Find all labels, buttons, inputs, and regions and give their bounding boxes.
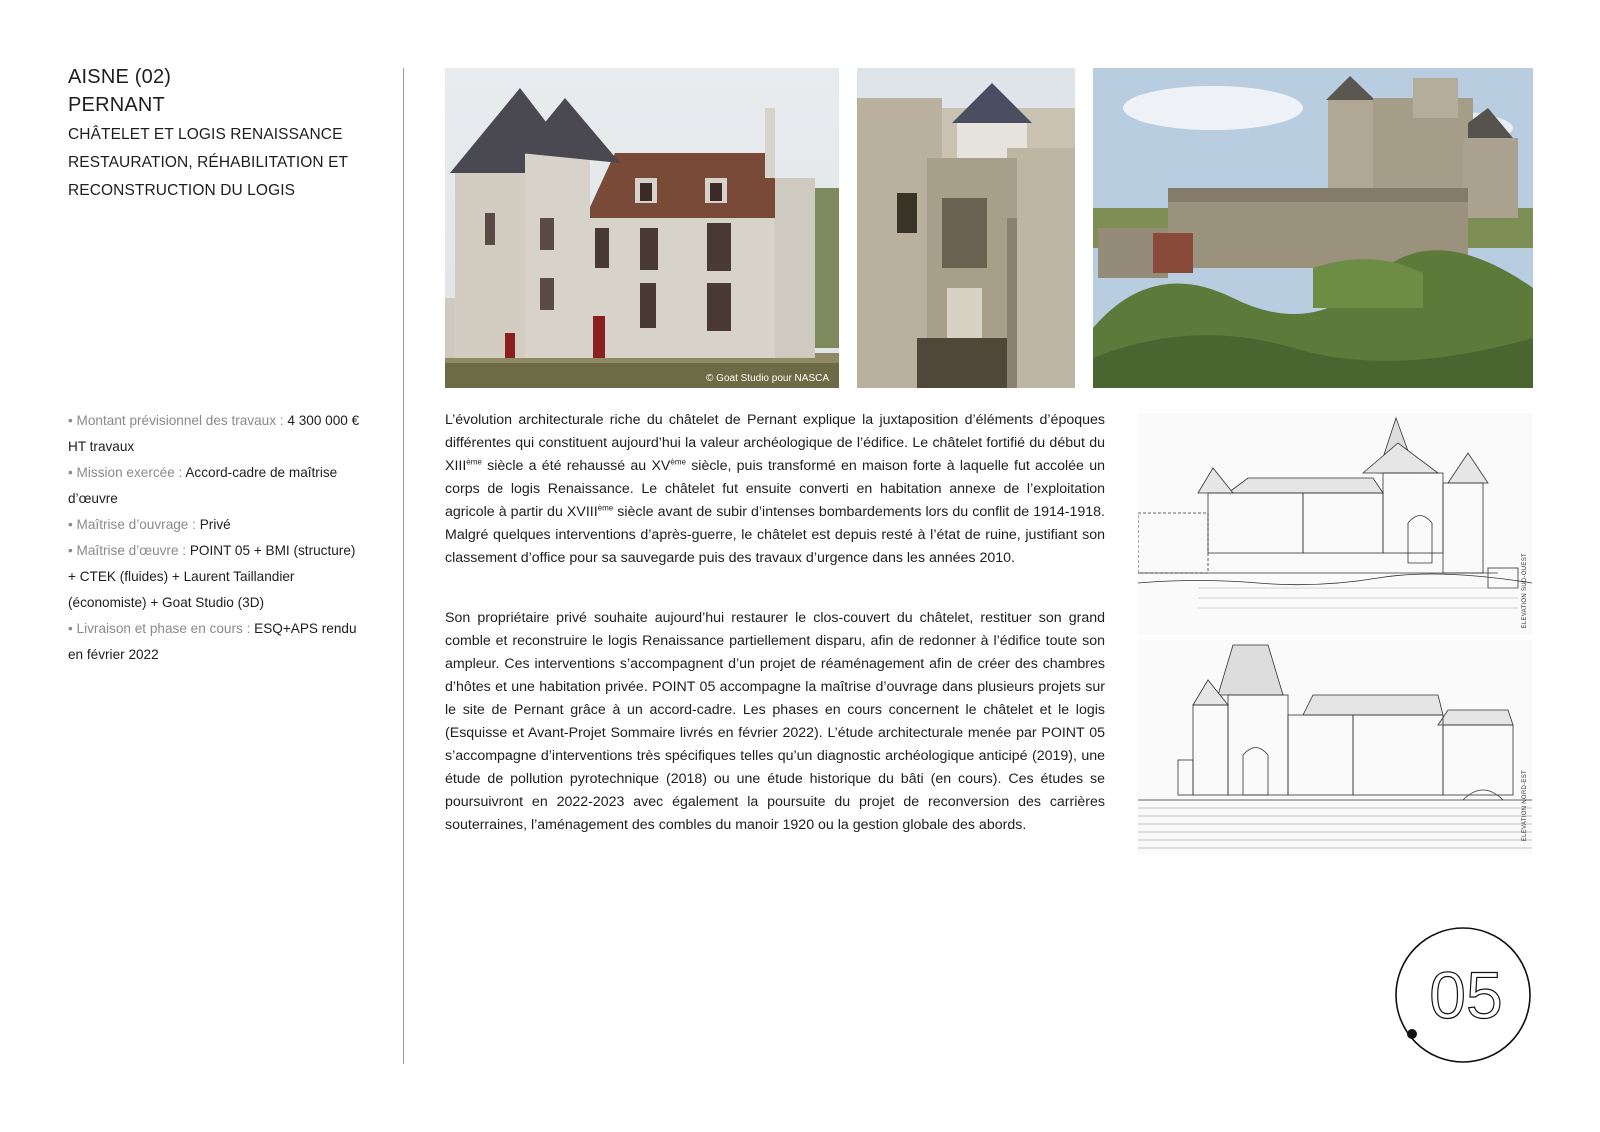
photo-credit: © Goat Studio pour NASCA	[706, 373, 829, 384]
subtitle-line-3: RECONSTRUCTION DU LOGIS	[68, 182, 296, 199]
photo-rendering	[445, 68, 839, 388]
photo-castle-exterior	[1093, 68, 1533, 388]
bullet-icon: •	[68, 465, 73, 480]
bullet-icon: •	[68, 517, 73, 532]
detail-delivery: • Livraison et phase en cours : ESQ+APS rendu	[68, 621, 357, 636]
bullet-icon: •	[68, 621, 73, 636]
detail-budget: • Montant prévisionnel des travaux : 4 300 000 €	[68, 413, 360, 428]
paragraph-project: Son propriétaire privé souhaite aujourd’hui restaurer le clos-couvert du châtelet, restituer son grand comble et reconstruire le logis Renaissance partiellement disparu, afin de redonner à l’édifice toute son ampleur. Ces interventions s’accompagnent d’un projet de réaménagement afin de créer des chambres d’hôtes et une habitation privée. POINT 05 accompagne la maîtrise d’ouvrage dans plusieurs projets sur le site de Pernant grâce à un accord-cadre. Les phases en cours concernent le châtelet et le logis (Esquisse et Avant-Projet Sommaire livrés en février 2022). L’étude architecturale menée par POINT 05 s’accompagne d’interventions très spécifiques telles qu’un diagnostic archéologique anticipé (2019), une étude de pollution pyrotechnique (2018) ou une étude historique du bâti (en cours). Ces études se poursuivront en 2022-2023 avec également la poursuite du projet de reconversion des carrières souterraines, l’aménagement des combles du manoir 1920 ou la gestion globale des abords.	[445, 610, 1105, 833]
detail-owner: • Maîtrise d’ouvrage : Privé	[68, 517, 231, 532]
detail-mission: • Mission exercée : Accord-cadre de maîtrise	[68, 465, 338, 480]
bullet-icon: •	[68, 413, 73, 428]
drawing-elevation-southwest	[1138, 413, 1532, 635]
project-details: • Montant prévisionnel des travaux : 4 300 000 € HT travaux • Mission exercée : Accord-cadre de maîtrise d’œuvre • Maîtrise d’ouvrage : Privé • Maîtrise d’œuvre : POINT 05 + BMI (structure) + CTEK (fluides) + Laurent Taillandier (économiste) + Goat Studio (3D) • Livraison et phase en cours : ESQ+APS rendu en février 2022	[68, 408, 368, 668]
subtitle-line-1: CHÂTELET ET LOGIS RENAISSANCE	[68, 126, 343, 143]
logo-text: 05	[1429, 958, 1503, 1032]
column-divider	[403, 68, 404, 1064]
drawing-label-top: ÉLÉVATION SUD-OUEST	[1522, 553, 1528, 629]
point05-logo	[1394, 926, 1532, 1064]
subtitle-line-2: RESTAURATION, RÉHABILITATION ET	[68, 154, 349, 171]
drawing-elevation-northeast	[1138, 640, 1532, 854]
region-heading: AISNE (02)	[68, 66, 172, 88]
town-heading: PERNANT	[68, 94, 165, 116]
bullet-icon: •	[68, 543, 73, 558]
paragraph-history: L’évolution architecturale riche du châtelet de Pernant explique la juxtaposition d’éléments d’époques différentes qui constituent aujourd’hui la valeur archéologique de l’édifice. Le châtelet fortifié du début du XIIIème siècle a été rehaussé au XVème siècle, puis transformé en maison forte à laquelle fut accolée un corps de logis Renaissance. Le châtelet fut ensuite converti en habitation annexe de l’exploitation agricole à partir du XVIIIème siècle avant de subir d’intenses bombardements lors du conflit de 1914-1918. Malgré quelques interventions d’après-guerre, le châtelet est depuis resté à l’état de ruine, justifiant son classement d’office pour sa sauvegarde puis des travaux d’urgence dans les années 2010.	[445, 412, 1105, 566]
detail-team: • Maîtrise d’œuvre : POINT 05 + BMI (structure)	[68, 543, 356, 558]
photo-ruin-interior	[857, 68, 1075, 388]
drawing-label-bottom: ÉLÉVATION NORD-EST	[1522, 770, 1528, 842]
